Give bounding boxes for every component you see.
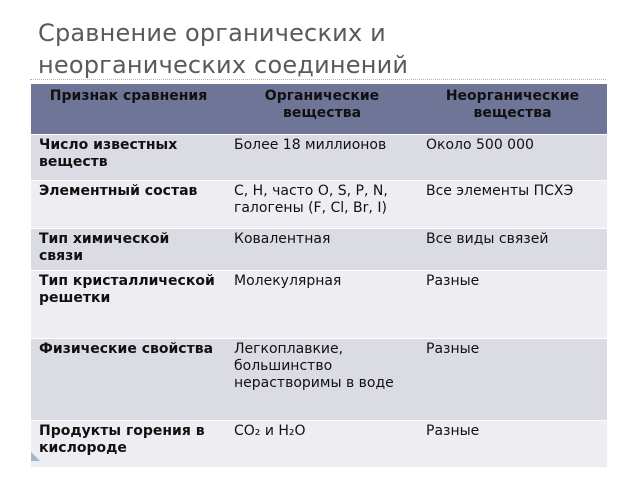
row-organic-value: CO₂ и H₂O: [226, 421, 418, 468]
row-criterion: Число известных веществ: [31, 135, 226, 181]
header-organic: Органические вещества: [226, 84, 418, 135]
table-row: [31, 135, 607, 181]
slide-title: Сравнение органических и неорганических соединений: [38, 19, 409, 79]
table-row: [31, 229, 607, 271]
row-organic-value: Ковалентная: [226, 229, 418, 271]
table-row: [31, 271, 607, 339]
row-criterion: Элементный состав: [31, 181, 226, 229]
title-divider: [30, 79, 606, 80]
table-header-row: [31, 84, 607, 135]
row-inorganic-value: Все элементы ПСХЭ: [418, 181, 607, 229]
comparison-table: [31, 84, 607, 468]
row-inorganic-value: Разные: [418, 421, 607, 468]
corner-triangle-icon: [31, 452, 40, 461]
table-row: [31, 181, 607, 229]
row-criterion: Продукты горения в кислороде: [31, 421, 226, 468]
row-criterion: Физические свойства: [31, 339, 226, 421]
table-row: [31, 339, 607, 421]
row-inorganic-value: Все виды связей: [418, 229, 607, 271]
row-inorganic-value: Около 500 000: [418, 135, 607, 181]
header-inorganic: Неорганические вещества: [418, 84, 607, 135]
row-organic-value: Молекулярная: [226, 271, 418, 339]
row-criterion: Тип химической связи: [31, 229, 226, 271]
row-organic-value: C, H, часто O, S, P, N, галогены (F, Cl, Br, I): [226, 181, 418, 229]
row-organic-value: Более 18 миллионов: [226, 135, 418, 181]
header-criterion: Признак сравнения: [31, 84, 226, 135]
row-inorganic-value: Разные: [418, 339, 607, 421]
row-organic-value: Легкоплавкие, большинство нерастворимы в воде: [226, 339, 418, 421]
row-inorganic-value: Разные: [418, 271, 607, 339]
table-row: [31, 421, 607, 468]
row-criterion: Тип кристаллической решетки: [31, 271, 226, 339]
